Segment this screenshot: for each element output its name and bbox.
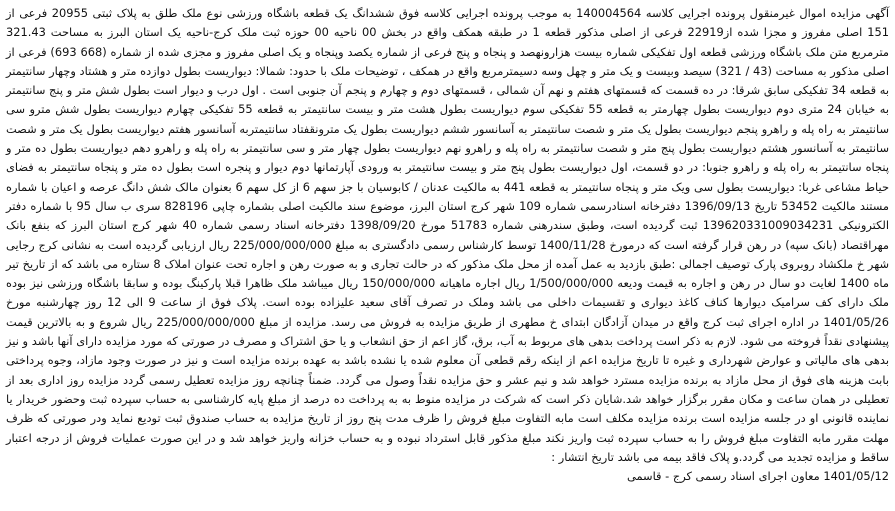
notice-body: آگهی مزایده اموال غیرمنقول پرونده اجرایی کلاسه 140004564 به موجب پرونده اجرایی کلاسه فوق ششدانگ یک قطعه باشگاه ورزشی نوع ملک طلق به پلاک ثبتی 20955 فرعی از 151 اصلی مفروز و مجزا شده از22919 فرعی از اصلی مذکور قطعه 1 در طبقه همکف واقع در بخش 00 ناحیه 00 حوزه ثبت ملک کرج-ناحیه یک استان البرز به مساحت 321.43 مترمربع متن ملک باشگاه ورزشی قطعه اول تفکیکی شماره بیست هزارونهصد و پنجاه و پنج فرعی از شماره یکصد وپنجاه و یک اصلی مفروز و مجزی شده از شماره (668 693) فرعی از اصلی مذکور به مساحت (43 / 321) سیصد وبیست و یک متر و چهل وسه دسیمترمربع واقع در همکف ، توضیحات ملک با حدود: شمالا: دیواریست بطول دوازده متر و هشتاد وچهار سانتیمتر به قطعه 34 تفکیکی سابق شرقا: در ده قسمت که قسمتهای هفتم و نهم آن شمالی ، قسمتهای دوم و چهارم و پنجم آن جنوبی است . اول درب و دیوار است بطول شش متر و پنج سانتیمتر به خیابان 24 متری دوم دیواریست بطول چهارمتر به قطعه 55 تفکیکی سوم دیواریست بطول هشت متر و بیست سانتیمتر به قطعه 55 تفکیکی چهارم دیواریست بطول شش مترو سی سانتیمتر به راه پله و راهرو پنجم دیواریست بطول یک متر و شصت سانتیمتر به آسانسور ششم دیواریست بطول یک مترونقفتاد سانتیمتربه آسانسور هفتم دیواریست بطول یک متر و شصت سانتیمتر به آسانسور هشتم دیواریست بطول پنج متر و شصت سانتیمتر به راه پله و راهرو نهم دیواریست بطول چهار متر و سی سانتیمتر به راه پله و راهرو دهم دیواریست بطول ده متر و پنجاه سانتیمتر به راه پله و راهرو جنوبا: در دو قسمت، اول دیواریست بطول پنج متر و بیست سانتیمتر به ورودی آپارتمانها دوم دیوار و پنجره است بطول ده متر و پنجاه سانتیمتر به فضای حیاط مشاعی غربا: دیواریست بطول سی ویک متر و پنجاه سانتیمتر به قطعه 441 به مالکیت عدنان / کابوسیان با جز سهم 6 از کل سهم 6 بعنوان مالک شش دانگ عرصه و اعیان با شماره مستند مالکیت 53452 تاریخ 1396/09/13 دفترخانه اسنادرسمی شماره 109 شهر کرج استان البرز، موضوع سند مالکیت اصلی بشماره چاپی 828196 سری ب سال 95 با شماره دفتر الکترونیکی 139620331009034231 ثبت گردیده است، وطبق سندرهنی شماره 51783 مورخ 1398/09/20 دفترخانه اسناد رسمی شماره 40 شهر کرج استان البرز که بنفع بانک مهراقتصاد (بانک سپه) در رهن قرار گرفته است که درمورخ 1400/11/28 توسط کارشناس رسمی دادگستری به مبلغ 225/000/000/000 ریال ارزیابی گردیده است به نشانی کرج رجایی شهر خ ملکشاد روبروی پارک توصیف اجمالی :طبق بازدید به عمل آمده از محل ملک مذکور که در حالت تجاری و به صورت رهن و اجاره تحت عنوان املاک 8 ستاره می باشد که از تاریخ تیر ماه 1400 لغایت دو سال در رهن و اجاره به قیمت ودیعه 1/500/000/000 ریال اجاره ماهیانه 150/000/000 ریال میباشد ملک ظاهرا قبلا پارکینگ بوده و سابقا باشگاه ورزشی نیز بوده ملک دارای کف سرامیک دیوارها کناف کاغذ دیواری و تقسیمات داخلی می باشد وملک در تصرف آقای سعید علیزاده بوده است. پلاک فوق از ساعت 9 الی 12 روز چهارشنبه مورخ 1401/05/26 در اداره اجرای ثبت کرج واقع در میدان آزادگان ابتدای خ مطهری از طریق مزایده به فروش می رسد. مزایده از مبلغ 225/000/000/000 ریال شروع و به بالاترین قیمت پیشنهادی نقداً فروخته می شود. لازم به ذکر است پرداخت بدهی های مربوط به آب، برق، گاز اعم از حق انشعاب و یا حق اشتراک و مصرف در صورتی که مورد مزایده دارای آنها باشد و نیز بدهی های مالیاتی و عوارض شهرداری و غیره تا تاریخ مزایده اعم از اینکه رقم قطعی آن معلوم شده یا نشده باشد به عهده برنده مزایده است و نیز در صورت وجود مازاد، وجوه پرداختی بابت هزینه های فوق از محل مازاد به برنده مزایده مسترد خواهد شد و نیم عشر و حق مزایده نقداً وصول می گردد. ضمناً چنانچه روز مزایده تعطیل رسمی گردد مزایده روز اداری بعد از تعطیلی در همان ساعت و مکان مقرر برگزار خواهد شد.شایان ذکر است که شرکت در مزایده منوط به به پرداخت ده درصد از مبلغ پایه کارشناسی به حساب سپرده ثبت وحضور خریدار یا نماینده قانونی او در جلسه مزایده است برنده مزایده مکلف است مابه التفاوت مبلغ فروش را ظرف مدت پنج روز از تاریخ مزایده به حساب صندوق ثبت تودیع نماید ودر صورتی که ظرف مهلت مقرر مابه التفاوت مبلغ فروش را به حساب سپرده ثبت واریز نکند مبلغ مذکور قابل استرداد نبوده و به حساب خزانه واریز خواهد شد و در این صورت عملیات فروش از درجه اعتبار ساقط و مزایده تجدید می گردد.و پلاک فاقد بیمه می باشد تاریخ انتشار : — [6, 6, 890, 464]
notice-footer — [6, 467, 889, 486]
publication-date: 1401/05/12 — [823, 469, 889, 484]
signatory: معاون اجرای اسناد رسمی کرج - قاسمی — [626, 469, 820, 484]
